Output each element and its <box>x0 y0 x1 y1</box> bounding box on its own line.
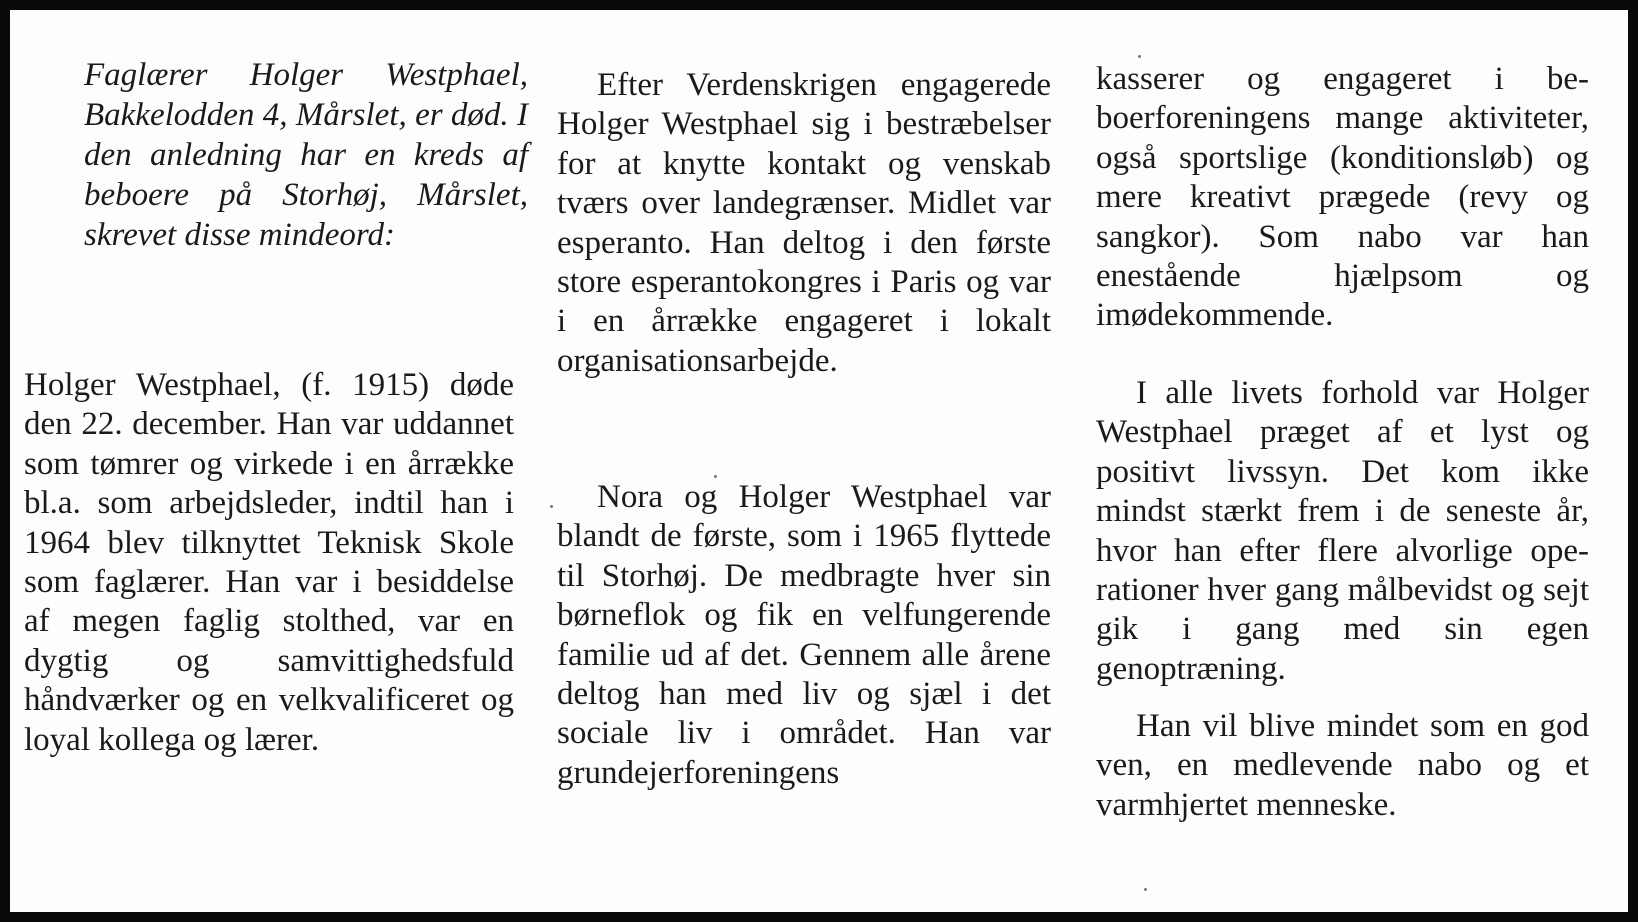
obituary-paragraph: Nora og Holger Westphael var blandt de første, som i 1965 flyttede til Storhøj. De medbragte hver sin børneflok og fik en velfungerende familie ud af det. Gennem alle årene deltog han med liv og sjæl i det sociale liv i området. Han var grundejerforeningens <box>557 479 1051 791</box>
print-speck <box>550 505 553 508</box>
obituary-paragraph: Efter Verdenskrigen engagerede Holger Westphael sig i bestræbelser for at knytte kontakt og venskab tværs over landegrænser. Midlet var esperanto. Han deltog i den første store esperantokongres i Paris og var i en årrække engageret i lokalt organisationsarbejde. <box>557 67 1051 379</box>
obituary-paragraph: Han vil blive mindet som en god ven, en medlevende nabo og et varmhjertet menneske. <box>1096 708 1589 823</box>
print-speck <box>1144 888 1147 891</box>
print-speck <box>1138 55 1141 58</box>
print-speck <box>714 475 717 478</box>
obituary-paragraph: kasserer og engageret i beboerforeningens mange aktiviteter, også sportslige (konditionsløb) og mere kreativt prægede (revy og sangkor). Som nabo var han enestående hjælpsom og imødekommende. <box>1096 61 1589 334</box>
obituary-intro: Faglærer Holger Westphael, Bakkelodden 4, Mårslet, er død. I den anledning har en kreds af beboere på Storhøj, Mårslet, skrevet disse mindeord: <box>84 57 528 253</box>
obituary-paragraph: Holger Westphael, (f. 1915) døde den 22. december. Han var uddannet som tømrer og virkede i en årrække bl.a. som arbejdsleder, indtil han i 1964 blev tilknyttet Teknisk Skole som faglærer. Han var i besiddelse af megen faglig stolthed, var en dygtig og samvittighedsfuld håndværker og en velkvalificeret og loyal kollega og lærer. <box>24 367 514 758</box>
obituary-paragraph: I alle livets forhold var Holger Westphael præget af et lyst og positivt livssyn. Det kom ikke mindst stærkt frem i de seneste år, hvor han efter flere alvorlige operationer hver gang målbevidst og sejt gik i gang med sin egen genoptræning. <box>1096 375 1589 687</box>
